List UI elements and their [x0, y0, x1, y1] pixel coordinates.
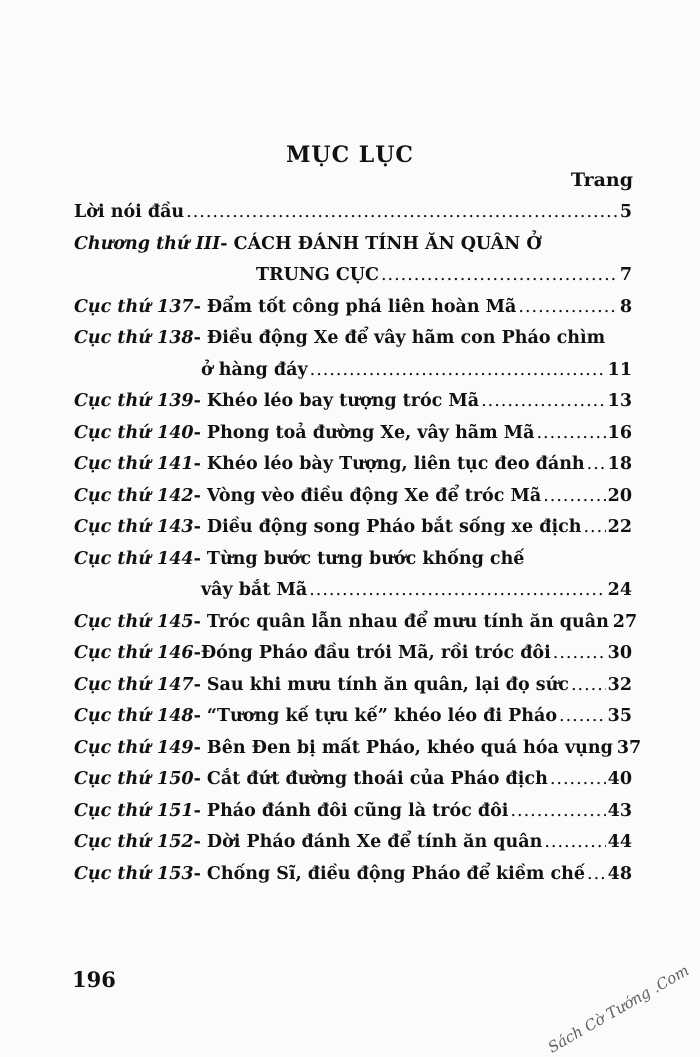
toc-entry: [74, 454, 632, 486]
toc-entry-continuation: [74, 265, 632, 297]
toc-entry-page: 7: [619, 265, 632, 285]
dot-leader: [481, 391, 606, 411]
toc-entry: [74, 737, 642, 770]
toc-entry-title-cont: vây bắt Mã: [201, 580, 308, 600]
toc-entry-label: Cục thứ 148: [74, 706, 194, 726]
toc-entry-page: 35: [607, 706, 632, 726]
toc-entry: [74, 611, 638, 644]
toc-entry: [74, 328, 632, 360]
toc-entry-title: - “Tương kế tựu kế” khéo léo đi Pháo: [193, 706, 558, 726]
dot-leader: [518, 297, 617, 317]
toc-entry-page: 11: [607, 359, 632, 380]
page-number: 196: [72, 967, 116, 992]
toc-entry-label: Cục thứ 138: [74, 328, 194, 348]
toc-entry-title: - CÁCH ĐÁNH TÍNH ĂN QUÂN Ở: [220, 233, 542, 254]
dot-leader: [571, 675, 606, 695]
dot-leader: [587, 864, 606, 884]
dot-leader: [309, 580, 605, 600]
toc-entry-label: Cục thứ 137: [74, 296, 194, 317]
toc-entry-label: Cục thứ 153: [74, 863, 194, 884]
toc-entry-title-cont: ở hàng đáy: [201, 359, 308, 380]
dot-leader: [543, 486, 605, 506]
toc-entry-label: Cục thứ 143: [74, 517, 194, 537]
toc-entry: [74, 202, 632, 234]
toc-entry-page: 30: [607, 643, 632, 663]
toc-entry-title: - Chống Sĩ, điều động Pháo để kiềm chế: [193, 863, 586, 884]
toc-entry: [74, 769, 632, 801]
toc-entry-page: 37: [616, 737, 642, 758]
toc-entry-page: 8: [619, 296, 632, 317]
toc-entry-page: 24: [607, 580, 632, 600]
toc-entry: [74, 675, 632, 707]
dot-leader: [587, 454, 606, 474]
toc-entry-page: 43: [607, 800, 632, 821]
dot-leader: [550, 769, 606, 789]
toc-entry-title: -Đóng Pháo đầu trói Mã, rồi tróc đôi: [193, 643, 551, 663]
toc-entry-label: Cục thứ 149: [74, 737, 194, 758]
toc-entry-page: 20: [607, 485, 632, 506]
dot-leader: [186, 202, 618, 222]
toc-entry: [74, 517, 632, 549]
toc-entry-page: 40: [607, 769, 632, 789]
toc-entry-label: Cục thứ 139: [74, 391, 194, 411]
toc-entry-title: - Đẩm tốt công phá liên hoàn Mã: [193, 296, 517, 317]
dot-leader: [536, 423, 605, 443]
toc-entry-label: Chương thứ III: [74, 233, 221, 254]
dot-leader: [510, 801, 605, 821]
table-of-contents: [74, 202, 642, 895]
dot-leader: [559, 706, 606, 726]
page-title: MỤC LỤC: [286, 142, 414, 168]
toc-entry-title: - Tróc quân lẫn nhau để mưu tính ăn quân: [193, 611, 609, 632]
toc-entry-title: - Dời Pháo đánh Xe để tính ăn quân: [193, 832, 543, 852]
toc-entry-title: - Vòng vèo điều động Xe để tróc Mã: [193, 485, 542, 506]
toc-entry-continuation: [74, 360, 632, 392]
toc-entry-title: - Điều động Xe để vây hãm con Pháo chìm: [193, 328, 606, 348]
toc-entry-page: 44: [607, 832, 632, 852]
toc-entry-page: 13: [607, 391, 632, 411]
toc-entry-page: 18: [607, 454, 632, 474]
toc-entry-label: Cục thứ 140: [74, 422, 194, 443]
toc-entry-label: Cục thứ 151: [74, 800, 194, 821]
toc-entry-label: Cục thứ 146: [74, 643, 194, 663]
toc-entry-title: - Khéo léo bay tượng tróc Mã: [193, 391, 480, 411]
toc-entry-page: 16: [607, 422, 632, 443]
toc-entry-title: - Bên Đen bị mất Pháo, khéo quá hóa vụng: [193, 737, 613, 758]
toc-entry: [74, 706, 632, 738]
toc-entry-title: - Phong toả đường Xe, vây hãm Mã: [193, 422, 535, 443]
dot-leader: [310, 360, 606, 380]
toc-entry: [74, 486, 632, 518]
toc-entry-title: - Khéo léo bày Tượng, liên tục đeo đánh: [193, 454, 585, 474]
dot-leader: [583, 517, 605, 537]
toc-entry-label: Cục thứ 145: [74, 611, 194, 632]
page-column-header: Trang: [570, 169, 633, 191]
toc-entry-page: 48: [607, 863, 632, 884]
toc-entry-continuation: [74, 580, 632, 612]
toc-entry-title-cont: TRUNG CỤC: [256, 265, 379, 285]
toc-entry-label: Cục thứ 152: [74, 832, 194, 852]
toc-entry-page: 22: [607, 517, 632, 537]
toc-entry-title: - Diều động song Pháo bắt sống xe địch: [193, 517, 582, 537]
toc-entry: [74, 864, 632, 896]
toc-entry-page: 32: [607, 674, 632, 695]
toc-entry-title: - Từng bước tưng bước khống chế: [193, 548, 525, 569]
dot-leader: [381, 265, 618, 285]
toc-entry-label: Cục thứ 144: [74, 548, 194, 569]
dot-leader: [544, 832, 605, 852]
toc-entry-title: - Pháo đánh đôi cũng là tróc đôi: [193, 800, 509, 821]
toc-entry-title: Lời nói đầu: [74, 202, 185, 222]
toc-entry: [74, 391, 632, 423]
toc-entry: [74, 297, 632, 329]
toc-entry: [74, 423, 632, 455]
watermark: Sách Cờ Tướng .Com: [545, 961, 693, 1057]
toc-entry-label: Cục thứ 147: [74, 674, 194, 695]
toc-entry: [74, 234, 632, 266]
toc-entry-label: Cục thứ 142: [74, 485, 194, 506]
toc-entry-title: - Sau khi mưu tính ăn quân, lại đọ sức: [193, 674, 569, 695]
toc-entry-page: 5: [619, 202, 632, 222]
toc-entry-label: Cục thứ 141: [74, 454, 194, 474]
toc-entry-page: 27: [612, 611, 638, 632]
dot-leader: [553, 643, 606, 663]
toc-entry: [74, 832, 632, 864]
toc-entry: [74, 801, 632, 833]
toc-entry-title: - Cắt đứt đường thoái của Pháo địch: [193, 769, 548, 789]
toc-entry: [74, 549, 632, 581]
toc-entry-label: Cục thứ 150: [74, 769, 194, 789]
toc-entry: [74, 643, 632, 675]
